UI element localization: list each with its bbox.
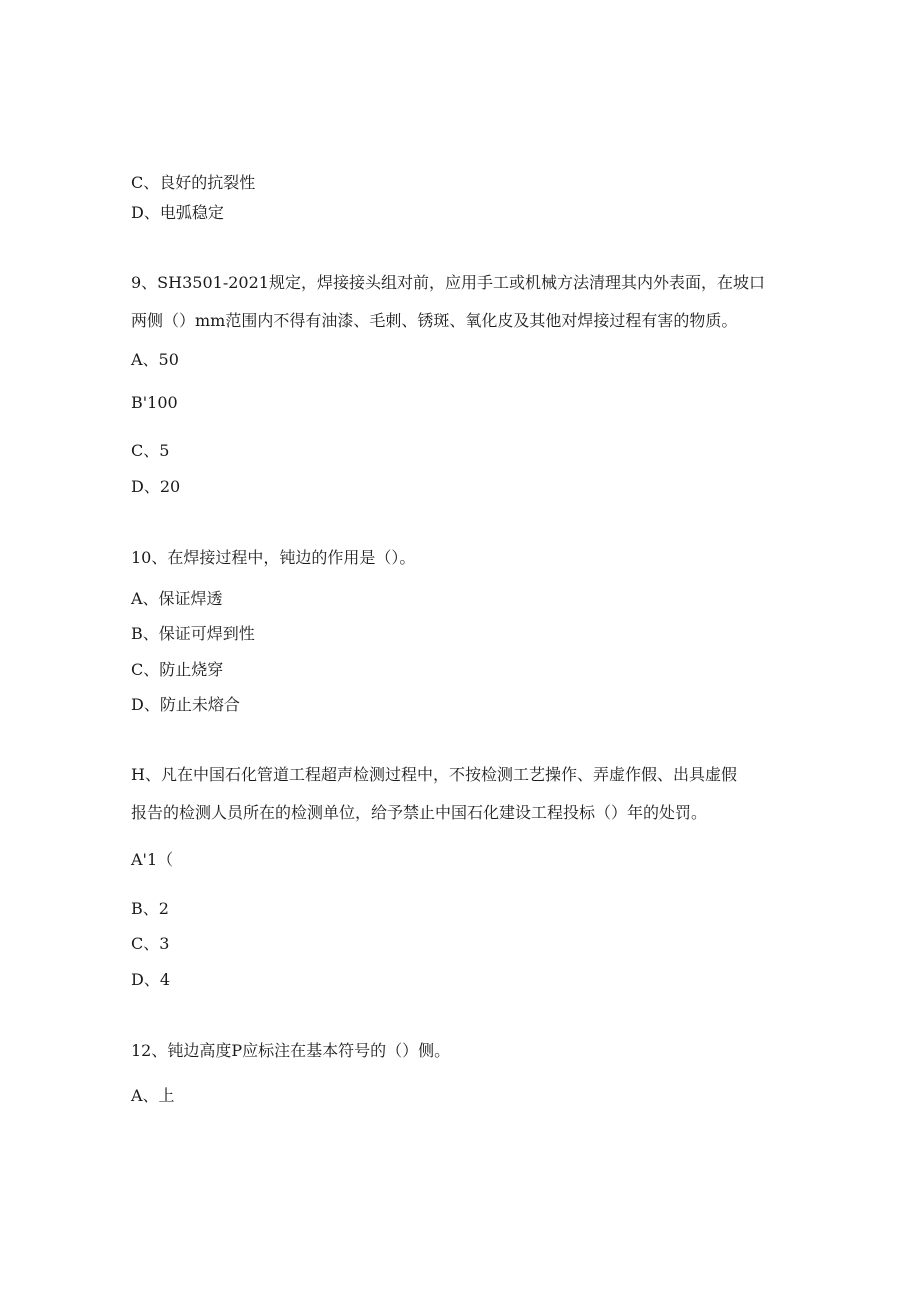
q8-option-d: D、电弧稳定	[131, 203, 224, 222]
q11-stem-line1: H、凡在中国石化管道工程超声检测过程中，不按检测工艺操作、弄虚作假、出具虚假	[131, 765, 737, 784]
q9-option-b: B'100	[131, 393, 178, 412]
q10-option-c: C、防止烧穿	[131, 660, 224, 679]
q11-stem-line2: 报告的检测人员所在的检测单位，给予禁止中国石化建设工程投标（）年的处罚。	[131, 803, 708, 822]
q12-option-a: A、上	[131, 1086, 175, 1105]
q11-option-a: A'1（	[131, 850, 174, 869]
q9-option-a: A、50	[131, 350, 179, 369]
q10-option-b: B、保证可焊到性	[131, 624, 255, 643]
q9-option-c: C、5	[131, 441, 170, 460]
q11-option-d: D、4	[131, 970, 171, 989]
q11-option-c: C、3	[131, 934, 170, 953]
q9-stem-line2: 两侧（）mm范围内不得有油漆、毛刺、锈斑、氧化皮及其他对焊接过程有害的物质。	[131, 311, 738, 330]
q12-stem: 12、钝边高度P应标注在基本符号的（）侧。	[131, 1041, 451, 1060]
q9-stem-line1: 9、SH3501-2021规定，焊接接头组对前，应用手工或机械方法清理其内外表面，在坡口	[131, 273, 765, 292]
q9-option-d: D、20	[131, 477, 181, 496]
q10-option-d: D、防止未熔合	[131, 695, 240, 714]
q8-option-c: C、良好的抗裂性	[131, 173, 256, 192]
q10-option-a: A、保证焊透	[131, 589, 223, 608]
q10-stem: 10、在焊接过程中，钝边的作用是（）。	[131, 548, 416, 567]
q11-option-b: B、2	[131, 899, 169, 918]
